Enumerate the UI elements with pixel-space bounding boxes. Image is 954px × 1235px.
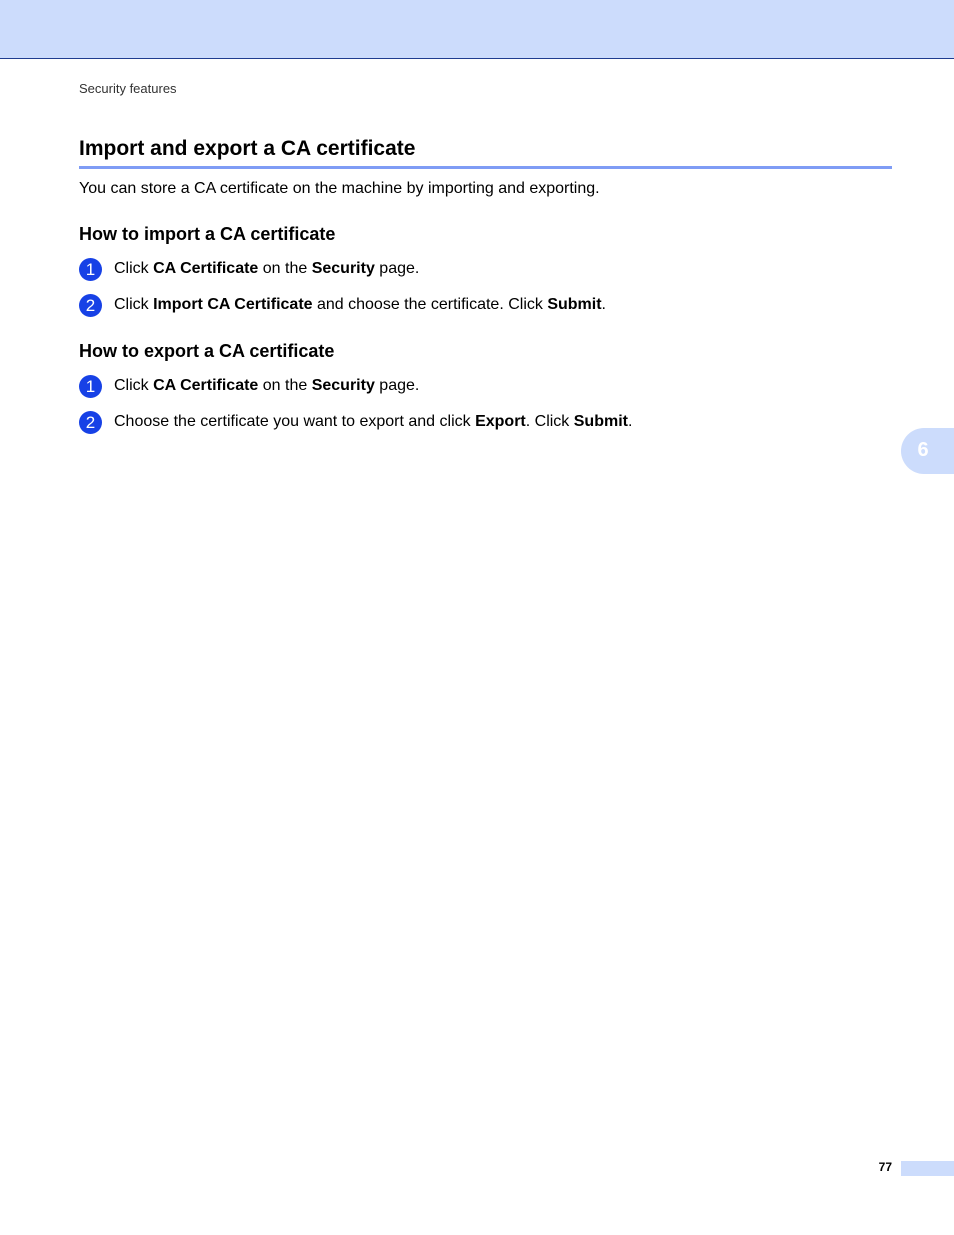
chapter-number: 6 <box>917 439 929 461</box>
export-heading: How to export a CA certificate <box>79 341 335 361</box>
step-text: Choose the certificate you want to export and click Export. Click Submit. <box>114 413 633 430</box>
step-number-badge-icon: 1 <box>79 375 102 398</box>
step-text: Click CA Certificate on the Security page. <box>114 377 420 394</box>
page-number: 77 <box>878 1160 892 1174</box>
import-heading: How to import a CA certificate <box>79 224 336 244</box>
intro-paragraph: You can store a CA certificate on the machine by importing and exporting. <box>79 180 600 197</box>
step-number-badge-icon: 1 <box>79 258 102 281</box>
step-number-badge-icon: 2 <box>79 294 102 317</box>
title-underline <box>79 166 892 169</box>
step-number-badge-icon: 2 <box>79 411 102 434</box>
section-title: Import and export a CA certificate <box>79 137 416 160</box>
step-text: Click CA Certificate on the Security page. <box>114 260 420 277</box>
header-band <box>0 0 954 59</box>
step-text: Click Import CA Certificate and choose the certificate. Click Submit. <box>114 296 606 313</box>
running-header: Security features <box>79 81 177 96</box>
page-number-tab <box>901 1161 954 1176</box>
